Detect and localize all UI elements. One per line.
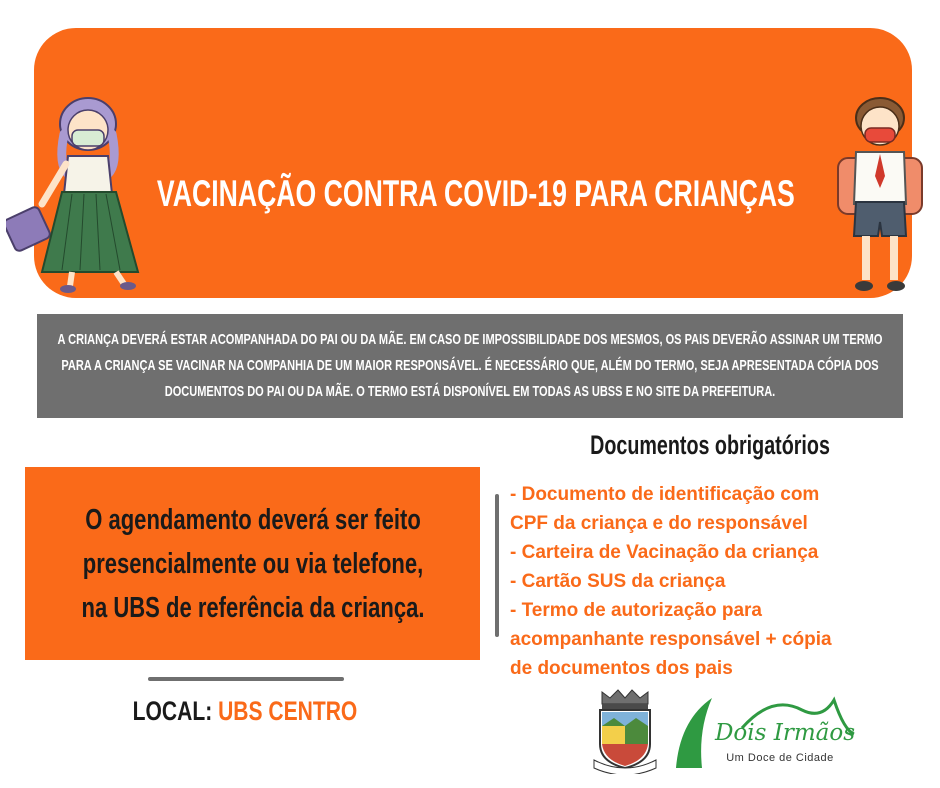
list-item: - Documento de identificação com <box>510 484 820 505</box>
scheduling-line-3: na UBS de referência da criança. <box>81 591 424 624</box>
location-label: LOCAL: <box>132 696 213 726</box>
girl-with-suitcase-illustration <box>6 94 146 294</box>
page-title: VACINAÇÃO CONTRA COVID-19 PARA CRIANÇAS <box>156 173 795 214</box>
location-text <box>132 696 358 727</box>
list-item: de documentos dos pais <box>510 658 733 679</box>
list-item: CPF da criança e do responsável <box>510 513 808 534</box>
scheduling-info-text <box>40 498 466 630</box>
scheduling-info-box <box>25 467 480 660</box>
guardian-notice-text: A CRIANÇA DEVERÁ ESTAR ACOMPANHADA DO PAI OU DA MÃE. EM CASO DE IMPOSSIBILIDADE DOS MESMOS, OS PAIS DEVERÃO ASSINAR UM TERMO PARA A CRIANÇA SE VACINAR NA COMPANHIA DE UM MAIOR RESPONSÁVEL. É NECESSÁRIO QUE, ALÉM DO TERMO, SEJA APRESENTADA CÓPIA DOS DOCUMENTOS DO PAI OU DA MÃE. O TERMO ESTÁ DISPONÍVEL EM TODAS AS UBSS E NO SITE DA PREFEITURA. <box>57 331 883 400</box>
list-item: - Carteira de Vacinação da criança <box>510 542 819 563</box>
documents-divider <box>495 494 499 637</box>
documents-title: Documentos obrigatórios <box>590 430 830 460</box>
list-item: - Cartão SUS da criança <box>510 571 726 592</box>
logo-name: Dois Irmãos <box>714 720 855 746</box>
logo-tagline: Um Doce de Cidade <box>726 752 834 764</box>
list-item: - Termo de autorização para <box>510 600 762 621</box>
guardian-notice-box <box>37 314 903 418</box>
municipal-crest-icon <box>590 686 660 774</box>
location-value: UBS CENTRO <box>218 696 358 726</box>
boy-with-backpack-illustration <box>830 96 930 296</box>
scheduling-line-2: presencialmente ou via telefone, <box>82 547 423 580</box>
header-banner <box>34 28 912 298</box>
scheduling-line-1: O agendamento deverá ser feito <box>84 503 421 536</box>
documents-list <box>510 480 910 683</box>
list-item: acompanhante responsável + cópia <box>510 629 832 650</box>
location-divider <box>148 677 344 681</box>
